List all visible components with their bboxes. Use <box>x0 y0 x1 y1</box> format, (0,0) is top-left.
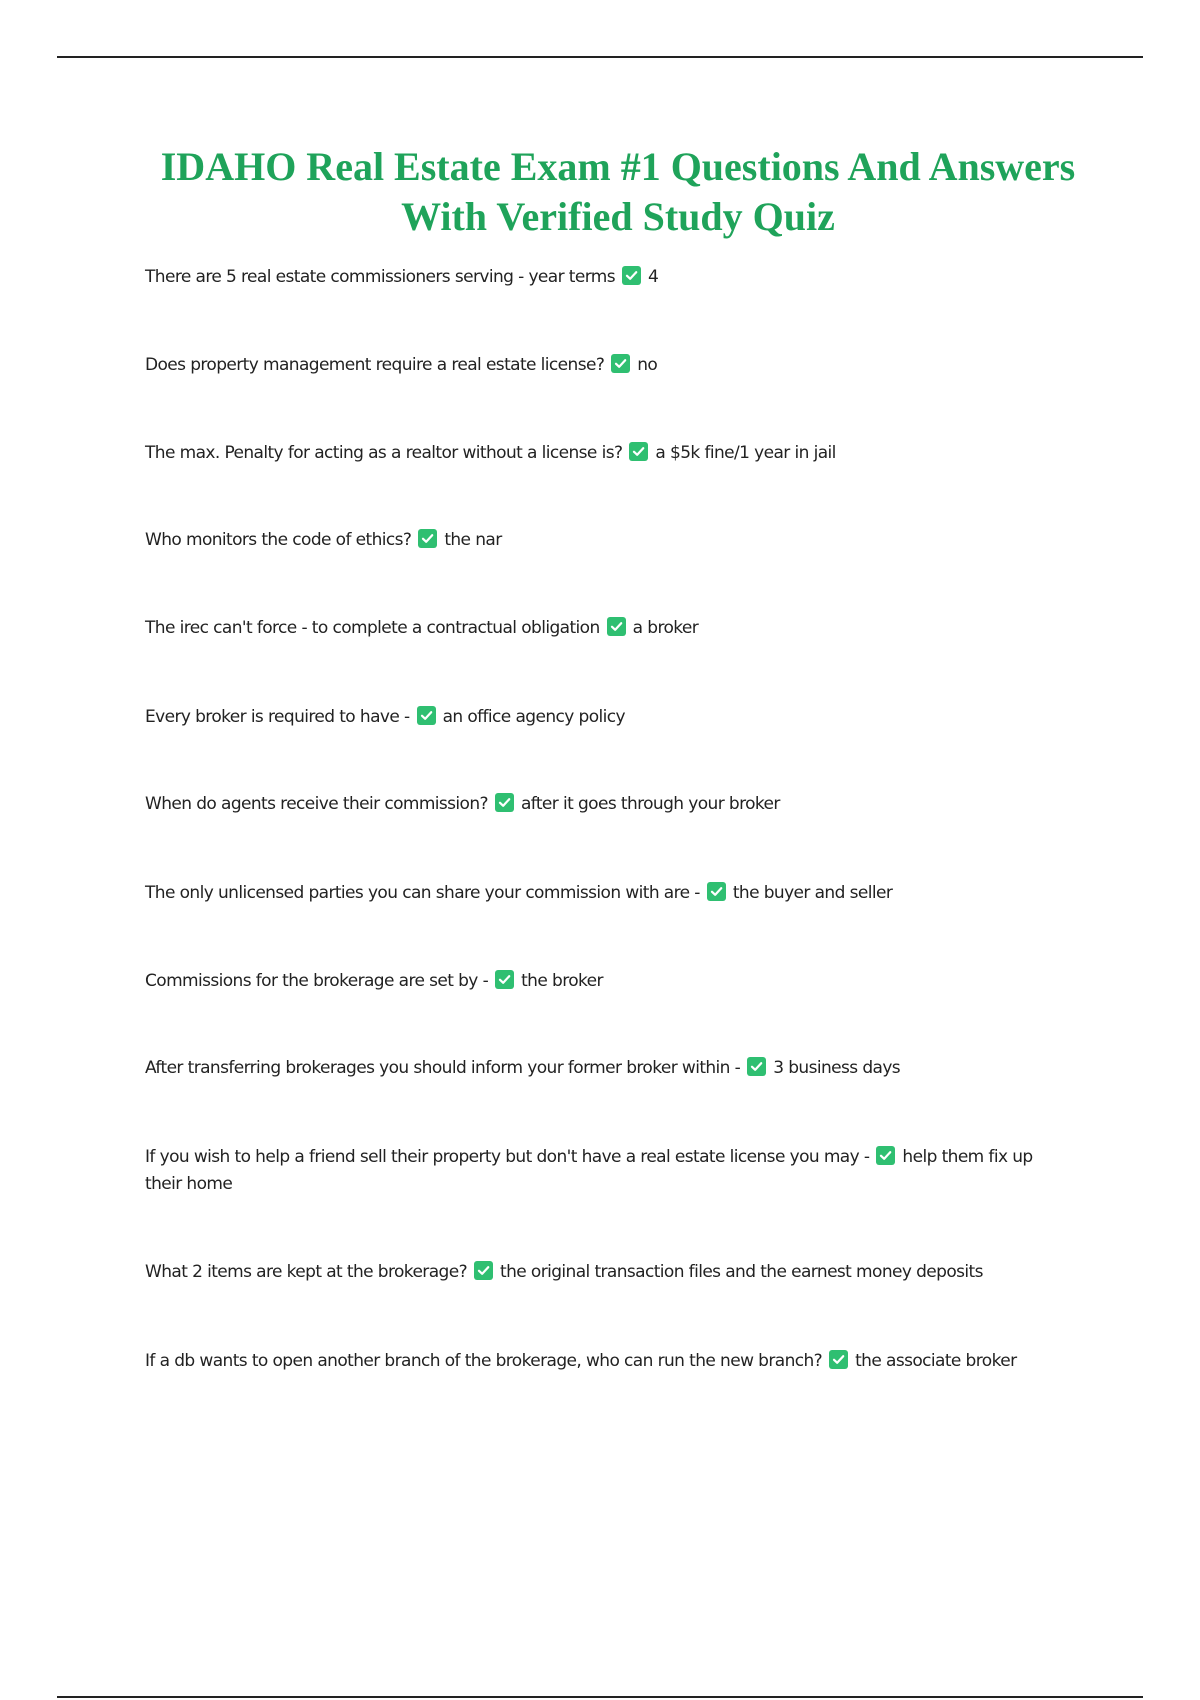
answer-text: the buyer and seller <box>732 883 893 903</box>
qa-item <box>145 1055 1065 1082</box>
qa-item <box>145 527 1065 554</box>
answer-text: the associate broker <box>855 1351 1017 1371</box>
check-box-icon <box>707 882 726 901</box>
check-box-icon <box>829 1350 848 1369</box>
check-box-icon <box>495 793 514 812</box>
qa-item <box>145 1348 1065 1375</box>
answer-text: a $5k fine/1 year in jail <box>655 443 836 463</box>
question-text: If you wish to help a friend sell their property but don't have a real estate license you may - <box>145 1147 870 1167</box>
answer-text: no <box>637 355 658 375</box>
answer-text: 3 business days <box>773 1058 901 1078</box>
check-box-icon <box>622 266 641 285</box>
bottom-rule <box>57 1696 1143 1698</box>
answer-text: the broker <box>521 971 603 991</box>
qa-item <box>145 1144 1065 1198</box>
answer-text: a broker <box>632 618 699 638</box>
question-text: What 2 items are kept at the brokerage? <box>145 1262 467 1282</box>
question-text: Does property management require a real estate license? <box>145 355 605 375</box>
qa-item <box>145 968 1065 995</box>
check-box-icon <box>607 617 626 636</box>
check-box-icon <box>629 442 648 461</box>
question-text: The only unlicensed parties you can share your commission with are - <box>145 883 700 903</box>
qa-item <box>145 704 1065 731</box>
question-text: Commissions for the brokerage are set by - <box>145 971 489 991</box>
check-box-icon <box>747 1057 766 1076</box>
answer-text: 4 <box>648 267 659 287</box>
question-text: The max. Penalty for acting as a realtor without a license is? <box>145 443 623 463</box>
qa-item <box>145 791 1065 818</box>
qa-item <box>145 264 1065 291</box>
qa-item <box>145 1259 1065 1286</box>
answer-text: the nar <box>444 530 502 550</box>
answer-text: the original transaction files and the earnest money deposits <box>500 1262 983 1282</box>
check-box-icon <box>611 354 630 373</box>
question-text: The irec can't force - to complete a contractual obligation <box>145 618 600 638</box>
answer-text: help them fix up their home <box>145 1147 1033 1194</box>
check-box-icon <box>495 970 514 989</box>
question-text: Who monitors the code of ethics? <box>145 530 412 550</box>
qa-item <box>145 352 1065 379</box>
check-box-icon <box>418 529 437 548</box>
check-box-icon <box>474 1261 493 1280</box>
question-text: There are 5 real estate commissioners serving - year terms <box>145 267 616 287</box>
question-text: When do agents receive their commission? <box>145 794 488 814</box>
page-title: IDAHO Real Estate Exam #1 Questions And Answers With Verified Study Quiz <box>160 144 1076 239</box>
question-text: Every broker is required to have - <box>145 707 410 727</box>
qa-item <box>145 615 1065 642</box>
question-text: If a db wants to open another branch of the brokerage, who can run the new branch? <box>145 1351 823 1371</box>
check-box-icon <box>876 1146 895 1165</box>
question-text: After transferring brokerages you should inform your former broker within - <box>145 1058 741 1078</box>
answer-text: after it goes through your broker <box>520 794 780 814</box>
top-rule <box>57 56 1143 58</box>
answer-text: an office agency policy <box>442 707 625 727</box>
qa-item <box>145 440 1065 467</box>
qa-item <box>145 880 1065 907</box>
check-box-icon <box>417 706 436 725</box>
